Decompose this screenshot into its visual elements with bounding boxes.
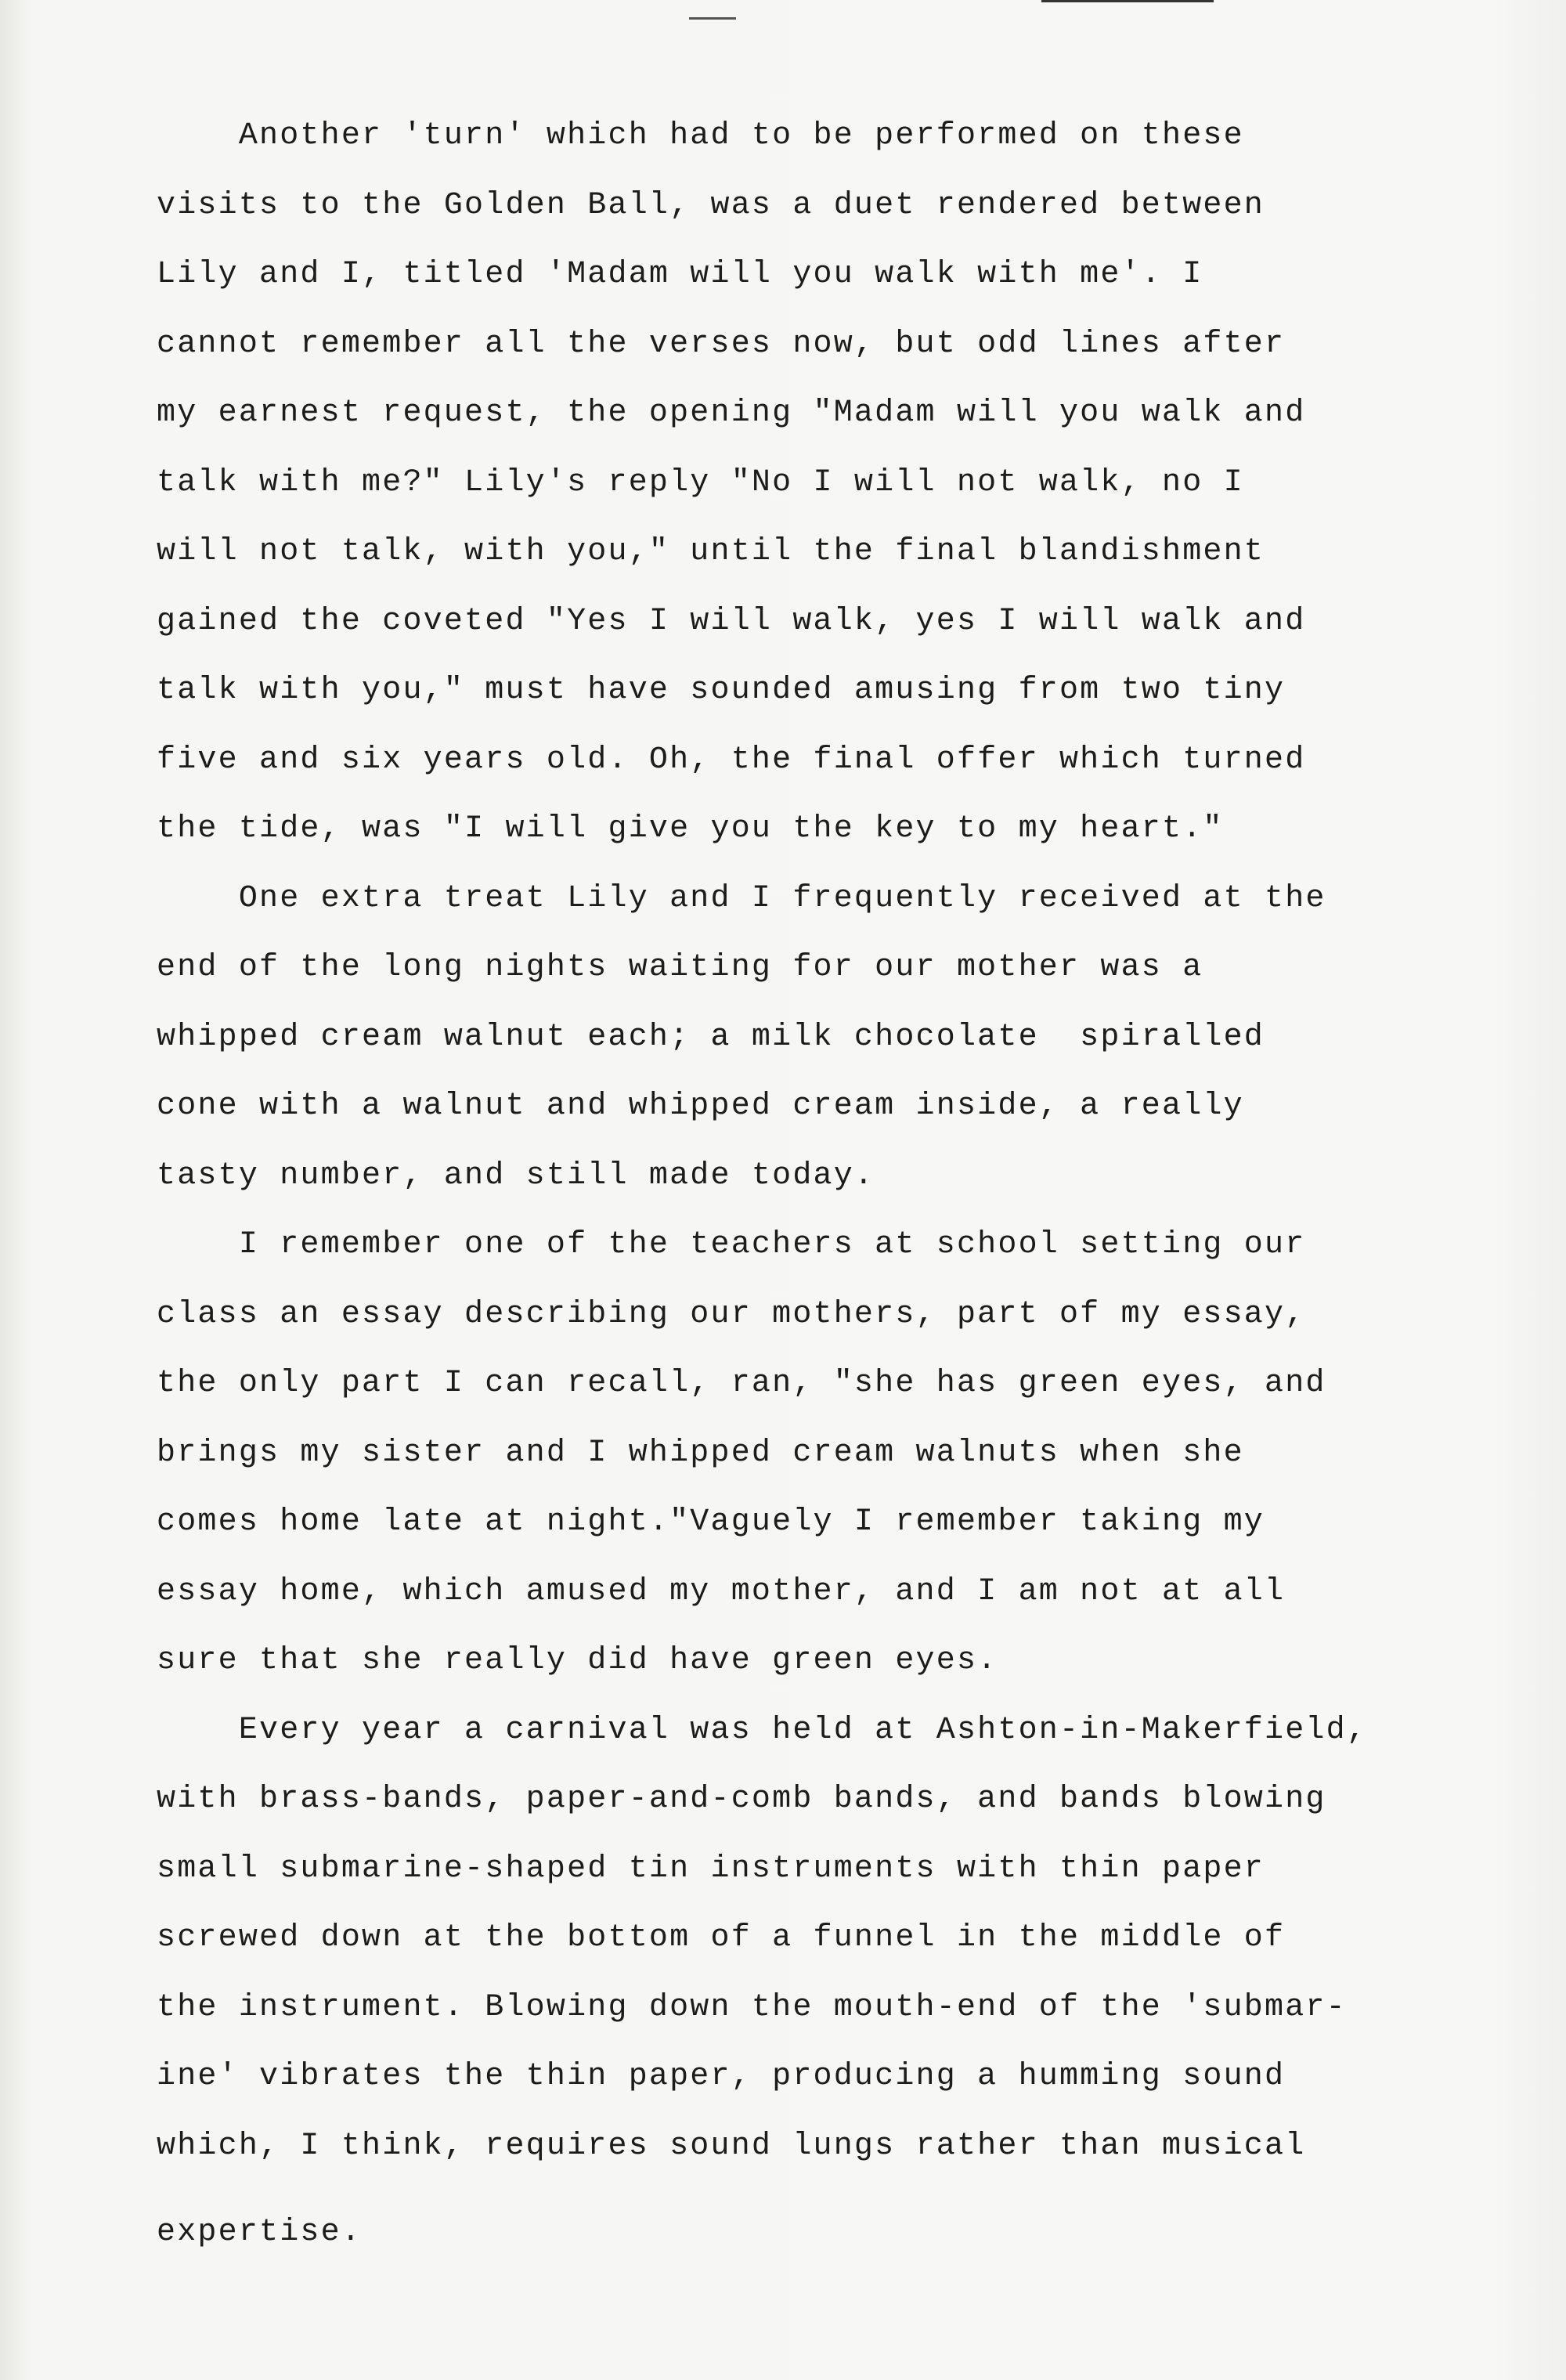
text-line: One extra treat Lily and I frequently received at the [157, 880, 1326, 916]
text-line: which, I think, requires sound lungs rather than musical [157, 2128, 1306, 2164]
text-line: talk with you," must have sounded amusing from two tiny [157, 673, 1286, 708]
text-line: the only part I can recall, ran, "she has green eyes, and [157, 1366, 1326, 1401]
page-top-edge [1041, 0, 1214, 2]
text-line: talk with me?" Lily's reply "No I will not walk, no I [157, 464, 1244, 500]
text-line: class an essay describing our mothers, part of my essay, [157, 1296, 1306, 1332]
text-line: I remember one of the teachers at school setting our [157, 1227, 1306, 1262]
text-line: will not talk, with you," until the final blandishment [157, 534, 1265, 569]
text-line: my earnest request, the opening "Madam will you walk and [157, 395, 1306, 431]
text-line: five and six years old. Oh, the final offer which turned [157, 742, 1306, 778]
text-line: gained the coveted "Yes I will walk, yes I will walk and [157, 603, 1306, 639]
text-line: cannot remember all the verses now, but odd lines after [157, 326, 1286, 362]
text-line: visits to the Golden Ball, was a duet rendered between [157, 187, 1265, 223]
page-top-mark [689, 17, 736, 20]
text-line: sure that she really did have green eyes. [157, 1643, 998, 1678]
text-line: screwed down at the bottom of a funnel in the middle of [157, 1920, 1286, 1956]
text-line: the tide, was "I will give you the key to my heart." [157, 811, 1224, 847]
page-body [157, 102, 1441, 2268]
text-line: cone with a walnut and whipped cream inside, a really [157, 1089, 1244, 1124]
text-line: essay home, which amused my mother, and I am not at all [157, 1573, 1286, 1609]
text-line: end of the long nights waiting for our mother was a [157, 950, 1203, 985]
text-line: Every year a carnival was held at Ashton-in-Makerfield, [157, 1712, 1368, 1748]
text-line: the instrument. Blowing down the mouth-end of the 'submar- [157, 1989, 1347, 2025]
text-line: small submarine-shaped tin instruments with thin paper [157, 1851, 1265, 1887]
text-line: comes home late at night."Vaguely I remember taking my [157, 1504, 1265, 1540]
text-line: expertise. [157, 2215, 363, 2250]
text-line: ine' vibrates the thin paper, producing a humming sound [157, 2059, 1286, 2094]
text-line: whipped cream walnut each; a milk chocolate spiralled [157, 1019, 1265, 1055]
text-line: Another 'turn' which had to be performed on these [157, 118, 1244, 153]
text-line: tasty number, and still made today. [157, 1157, 875, 1194]
text-line: Lily and I, titled 'Madam will you walk with me'. I [157, 257, 1203, 292]
text-line: with brass-bands, paper-and-comb bands, and bands blowing [157, 1782, 1326, 1817]
text-line: brings my sister and I whipped cream walnuts when she [157, 1435, 1244, 1471]
